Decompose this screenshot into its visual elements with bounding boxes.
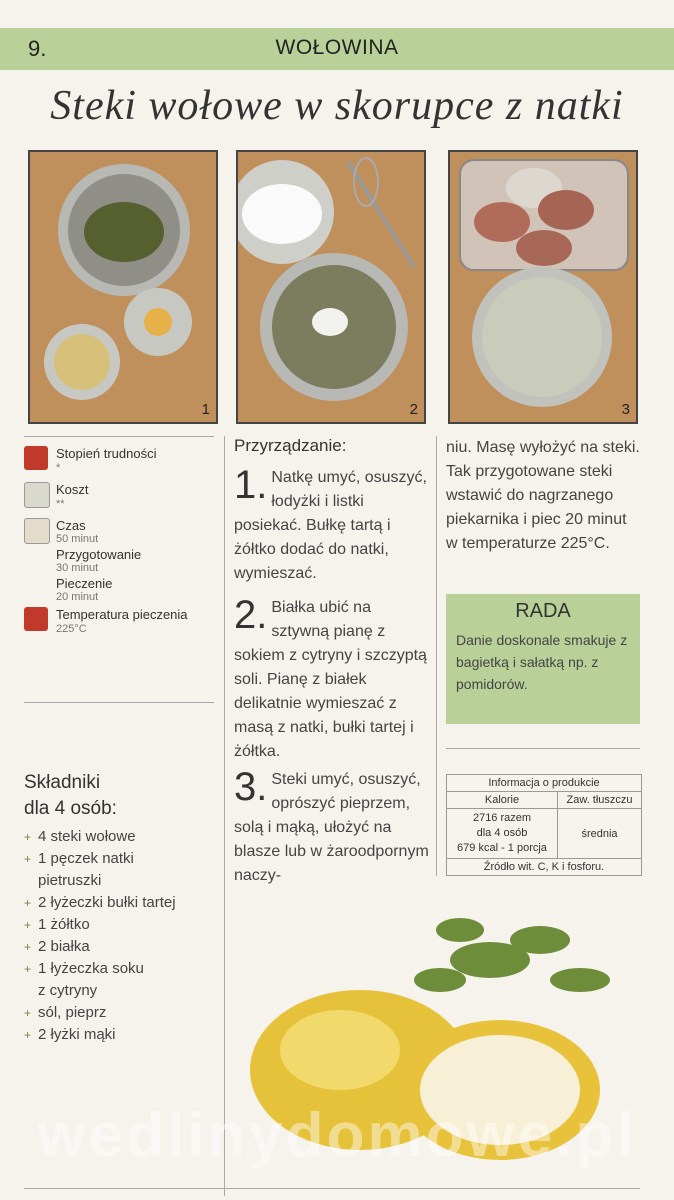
tip-box: [446, 594, 640, 724]
column-divider: [436, 436, 437, 876]
oven-icon: [24, 607, 48, 631]
step-3-continued: niu. Masę wyłożyć na steki. Tak przygotowane steki wstawić do nagrzanego piekarnika i piec 20 minut w temperaturze 225°C.: [446, 439, 640, 552]
bake-value: 20 minut: [56, 591, 99, 603]
cost-value: **: [56, 498, 65, 510]
product-info-header-row: [447, 792, 641, 809]
list-item-cont: z cytryny: [38, 982, 98, 999]
nutrient-source: Źródło wit. C, K i fosforu.: [483, 861, 605, 873]
product-info-data-row: [447, 809, 641, 859]
step-2: [234, 593, 430, 764]
photo-3-illustration: [450, 152, 636, 422]
fat-value: średnia: [581, 827, 618, 840]
difficulty-label: Stopień trudności: [56, 446, 157, 461]
photo-2-illustration: [238, 152, 424, 422]
cost-row: [24, 482, 224, 518]
tip-title: RADA: [515, 600, 571, 622]
list-item: [24, 848, 224, 892]
preparation-heading: Przyrządzanie:: [234, 436, 347, 455]
chef-hat-icon: [24, 446, 48, 470]
time-row: [24, 518, 224, 603]
step-text: Natkę umyć, osuszyć, łodyżki i listki posiekać. Bułkę tartą i żółtko dodać do natki, wymieszać.: [234, 469, 427, 582]
list-item-text: 1 pęczek natki: [38, 850, 134, 867]
divider: [24, 436, 214, 437]
divider: [446, 748, 640, 749]
bake-label: Pieczenie: [56, 576, 113, 591]
product-info-title: Informacja o produkcie: [488, 777, 600, 789]
recipe-title: Steki wołowe w skorupce z natki: [50, 83, 624, 129]
calories-per-portion: 679 kcal - 1 porcja: [457, 842, 547, 854]
footer-divider: [24, 1188, 640, 1189]
step-number: 2.: [234, 593, 268, 637]
time-value: 50 minut: [56, 533, 99, 545]
step-1: [234, 463, 430, 586]
step-text: Steki umyć, osuszyć, oprószyć pieprzem, solą i mąką, ułożyć na blasze lub w żaroodpornym naczy-: [234, 771, 429, 884]
list-item: + 4 steki wołowe: [24, 826, 224, 848]
step-number: 1.: [234, 463, 268, 507]
ingredients-heading-line-2: dla 4 osób:: [24, 798, 117, 819]
list-item: + 2 łyżeczki bułki tartej: [24, 892, 224, 914]
wallet-icon: [24, 482, 50, 508]
watermark: wedlinydomowe.pl: [37, 1101, 637, 1170]
time-label: Czas: [56, 518, 86, 533]
tip-text: Danie doskonale smakuje z bagietką i sałatką np. z pomidorów.: [456, 632, 628, 692]
product-info-table: [446, 774, 642, 876]
list-item: + sól, pieprz: [24, 1002, 224, 1024]
list-item: + 2 białka: [24, 936, 224, 958]
step-text: Białka ubić na sztywną pianę z sokiem z cytryny i szczyptą soli. Pianę z białek delikatnie wymieszać z masą z natki, bułki tartej i żółtka.: [234, 599, 427, 760]
photo-step-1: [28, 150, 218, 424]
fat-header: Zaw. tłuszczu: [566, 794, 633, 806]
list-item: + 2 łyżki mąki: [24, 1024, 224, 1046]
step-number: 3.: [234, 765, 268, 809]
photo-number: 2: [409, 401, 418, 418]
temperature-row: [24, 607, 224, 643]
photo-step-2: [236, 150, 426, 424]
divider: [24, 702, 214, 703]
recipe-info: [24, 446, 224, 643]
calories-total: 2716 razem: [472, 812, 532, 824]
step-3: [234, 765, 430, 888]
column-divider: [224, 436, 225, 1196]
temperature-label: Temperatura pieczenia: [56, 607, 188, 622]
photo-number: 1: [201, 401, 210, 418]
list-item-cont: pietruszki: [38, 872, 102, 889]
calories-servings: dla 4 osób: [476, 827, 528, 839]
calories-header: Kalorie: [447, 792, 558, 808]
cost-label: Koszt: [56, 482, 89, 497]
difficulty-value: *: [56, 462, 61, 474]
prep-value: 30 minut: [56, 562, 99, 574]
category-title: WOŁOWINA: [275, 36, 399, 59]
list-item: [24, 958, 224, 1002]
hourglass-icon: [24, 518, 50, 544]
photo-step-3: [448, 150, 638, 424]
difficulty-row: [24, 446, 224, 482]
product-info-title-row: [447, 775, 641, 792]
header-bar: [0, 28, 674, 70]
temperature-value: 225°C: [56, 623, 87, 635]
product-info-source-row: [447, 859, 641, 875]
ingredients-heading-line-1: Składniki: [24, 772, 101, 793]
prep-label: Przygotowanie: [56, 547, 142, 562]
calories-value: [447, 809, 558, 858]
ingredients-heading: [24, 770, 117, 822]
list-item-text: 1 łyżeczka soku: [38, 960, 144, 977]
photo-number: 3: [621, 401, 630, 418]
page-number: 9.: [28, 36, 47, 61]
list-item: + 1 żółtko: [24, 914, 224, 936]
ingredients-list: [24, 826, 224, 1046]
photo-1-illustration: [30, 152, 216, 422]
